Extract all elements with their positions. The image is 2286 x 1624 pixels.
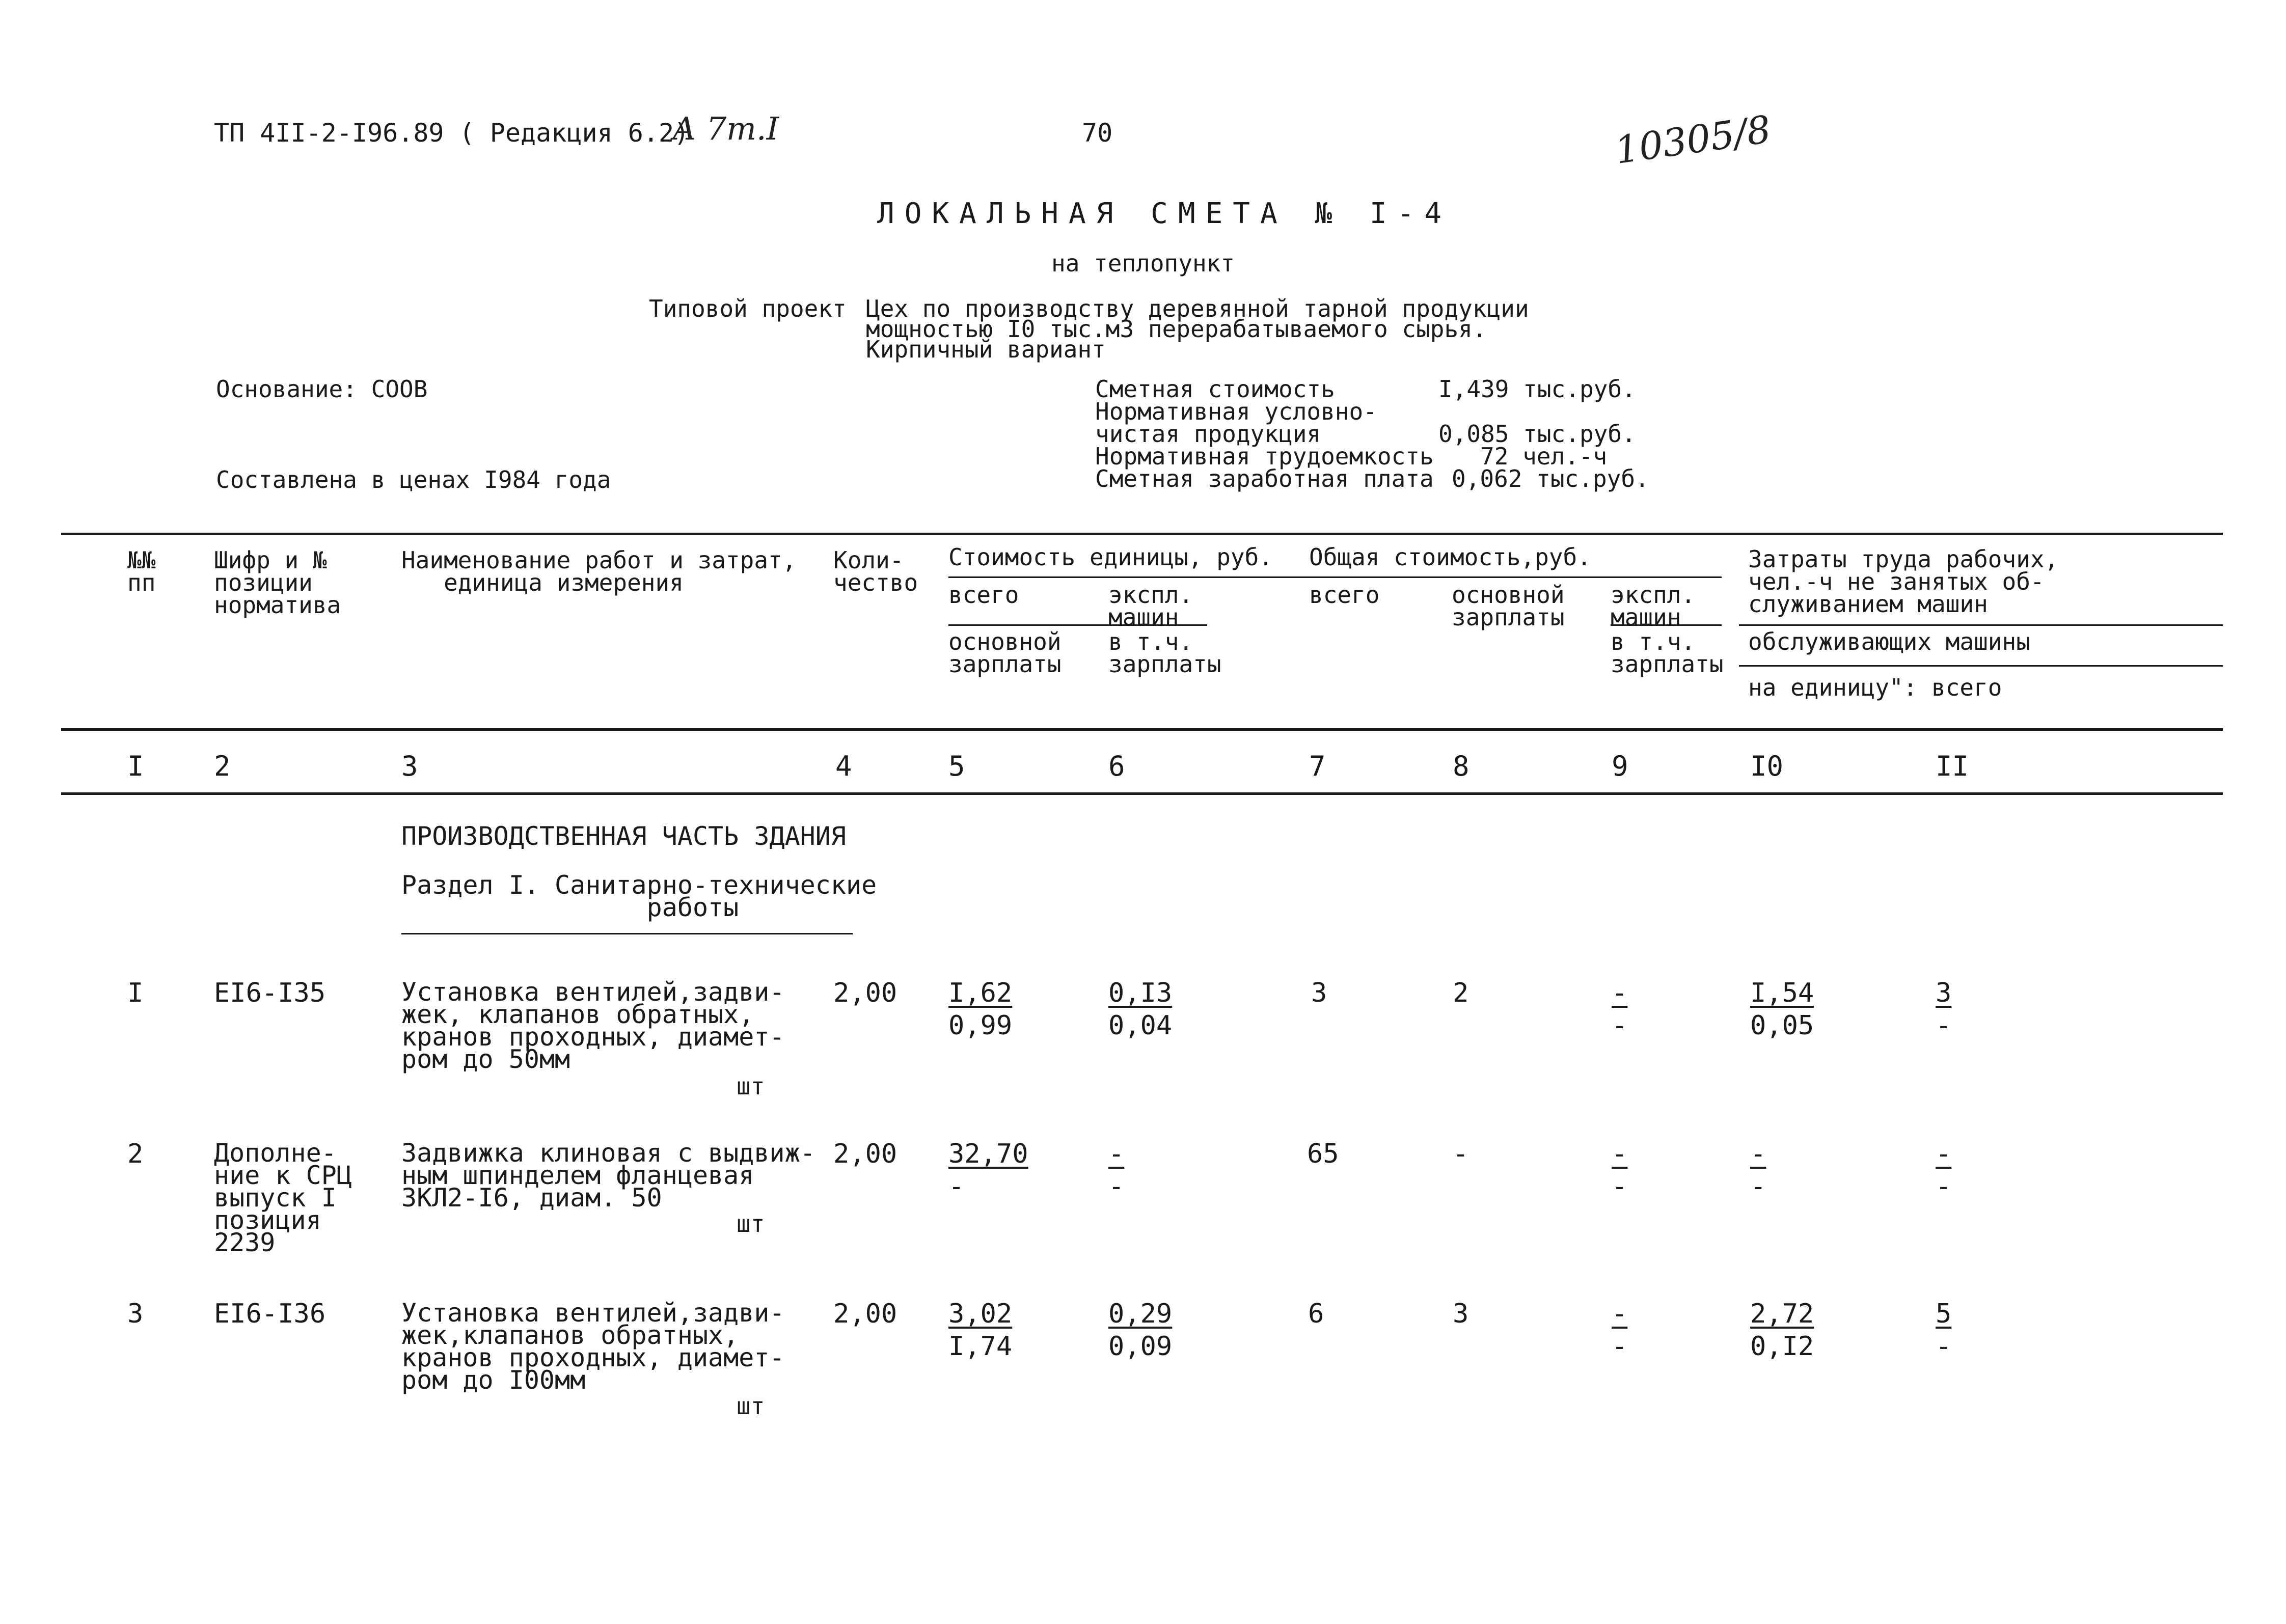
row1-c8: 2 — [1453, 978, 1469, 1008]
col-header-4: Коли- чество — [833, 546, 918, 596]
col-header-8: основной зарплаты — [1452, 581, 1565, 631]
row3-name: Установка вентилей,задви- жек,клапанов обратных, кранов проходных, диамет- ром до I00мм — [401, 1298, 785, 1395]
row3-c6-top: 0,29 — [1108, 1299, 1173, 1329]
row1-c7: 3 — [1311, 978, 1327, 1008]
labor-group-header: Затраты труда рабочих, чел.-ч не занятых об- служиванием машин — [1748, 545, 2059, 618]
numbers-bottom-rule — [61, 792, 2223, 795]
header-bottom-rule — [61, 728, 2223, 731]
col-header-3: Наименование работ и затрат, единица измерения — [401, 546, 797, 596]
col-number-7: 7 — [1309, 750, 1326, 782]
row2-c8: - — [1453, 1139, 1469, 1169]
row2-c6-bottom: - — [1108, 1171, 1125, 1202]
col-header-7: всего — [1309, 581, 1380, 609]
section-title: Раздел I. Санитарно-технические работы — [401, 870, 877, 922]
row1-c9-top: - — [1612, 978, 1628, 1008]
row2-c5-bottom: - — [948, 1171, 965, 1202]
col-number-2: 2 — [214, 750, 231, 782]
document-subtitle: на теплопункт — [1051, 250, 1235, 277]
col-number-8: 8 — [1453, 750, 1469, 782]
row3-c9-top: - — [1612, 1299, 1628, 1329]
col-number-10: I0 — [1750, 750, 1784, 782]
row1-c5-top: I,62 — [948, 978, 1013, 1008]
summary-value-4: 72 чел.-ч — [1480, 443, 1608, 470]
basis: Основание: СООВ — [216, 375, 428, 403]
row3-c10-bottom: 0,I2 — [1750, 1331, 1814, 1362]
row3-qty: 2,00 — [833, 1299, 897, 1329]
album-mark: А 7т.I — [672, 110, 779, 147]
summary-label-2: Нормативная условно- — [1095, 398, 1377, 425]
table-top-rule — [61, 533, 2223, 535]
row3-c5-bottom: I,74 — [948, 1331, 1013, 1362]
summary-label-1: Сметная стоимость — [1095, 375, 1335, 403]
row3-c11-top: 5 — [1936, 1299, 1952, 1329]
labor-sub-rule-2 — [1739, 665, 2223, 667]
row1-name: Установка вентилей,задви- жек, клапанов обратных, кранов проходных, диамет- ром до 50мм — [401, 977, 785, 1074]
row2-c11-top: - — [1936, 1139, 1952, 1169]
row1-c10-top: I,54 — [1750, 978, 1814, 1008]
row3-c9-bottom: - — [1612, 1331, 1628, 1362]
row1-c11-bottom: - — [1936, 1010, 1952, 1041]
col-header-6-top: экспл. машин — [1108, 581, 1193, 631]
project-line-3: Кирпичный вариант — [866, 336, 1106, 363]
col-number-1: I — [127, 750, 144, 782]
row3-c6-bottom: 0,09 — [1108, 1331, 1173, 1362]
row3-c11-bottom: - — [1936, 1331, 1952, 1362]
cost-group-rule — [948, 576, 1722, 578]
row2-c11-bottom: - — [1936, 1171, 1952, 1202]
summary-value-5: 0,062 тыс.руб. — [1452, 465, 1649, 492]
row2-c6-top: - — [1108, 1139, 1125, 1169]
col-number-3: 3 — [401, 750, 418, 782]
project-label: Типовой проект — [649, 295, 847, 322]
row2-qty: 2,00 — [833, 1139, 897, 1169]
col-number-5: 5 — [948, 750, 965, 782]
col-header-2: Шифр и № позиции норматива — [214, 546, 341, 619]
handwritten-number: 10305/8 — [1612, 107, 1774, 173]
row2-code: Дополне- ние к СРЦ выпуск I позиция 2239 — [214, 1138, 352, 1257]
labor-sub-header: обслуживающих машины — [1748, 628, 2030, 655]
row3-c8: 3 — [1453, 1299, 1469, 1329]
project-line-2: мощностью I0 тыс.м3 перерабатываемого сырья. — [866, 315, 1487, 343]
prices-year: Составлена в ценах I984 года — [216, 466, 611, 493]
col-header-9-top: экспл. машин — [1611, 581, 1696, 631]
row2-c5-top: 32,70 — [948, 1139, 1028, 1169]
row1-c6-top: 0,I3 — [1108, 978, 1173, 1008]
labor-sub-header-2: на единицу": всего — [1748, 674, 2002, 701]
summary-value-1: I,439 тыс.руб. — [1438, 375, 1636, 403]
row1-c9-bottom: - — [1612, 1010, 1628, 1041]
summary-label-3: чистая продукция — [1095, 420, 1321, 448]
row3-c10-top: 2,72 — [1750, 1299, 1814, 1329]
row3-num: 3 — [127, 1299, 144, 1329]
document-code: ТП 4II-2-I96.89 ( Редакция 6.2) — [214, 118, 690, 148]
row3-c7: 6 — [1308, 1299, 1324, 1329]
row3-unit: шт — [737, 1392, 765, 1420]
summary-label-5: Сметная заработная плата — [1095, 465, 1434, 492]
col-number-4: 4 — [835, 750, 852, 782]
row2-c9-bottom: - — [1612, 1171, 1628, 1202]
row1-c6-bottom: 0,04 — [1108, 1010, 1173, 1041]
row2-unit: шт — [737, 1210, 765, 1237]
summary-label-4: Нормативная трудоемкость — [1095, 443, 1434, 470]
labor-sub-rule — [1739, 624, 2223, 626]
col-header-5-bottom: основной зарплаты — [948, 628, 1062, 678]
row2-name: Задвижка клиновая с выдвиж- ным шпинделем фланцевая ЗКЛ2-I6, диам. 50 — [401, 1138, 815, 1213]
row2-c10-top: - — [1750, 1139, 1766, 1169]
row1-c10-bottom: 0,05 — [1750, 1010, 1814, 1041]
row1-c11-top: 3 — [1936, 978, 1952, 1008]
col-header-9-bottom: в т.ч. зарплаты — [1611, 628, 1724, 678]
row2-c7: 65 — [1307, 1139, 1339, 1169]
section-part: ПРОИЗВОДСТВЕННАЯ ЧАСТЬ ЗДАНИЯ — [401, 821, 846, 851]
unit-cost-group-header: Стоимость единицы, руб. — [948, 543, 1273, 571]
row1-c5-bottom: 0,99 — [948, 1010, 1013, 1041]
col-number-9: 9 — [1612, 750, 1628, 782]
page-number: 70 — [1082, 118, 1113, 148]
document-title: ЛОКАЛЬНАЯ СМЕТА № I-4 — [877, 197, 1452, 230]
col-number-11: II — [1936, 750, 1969, 782]
summary-value-3: 0,085 тыс.руб. — [1438, 420, 1636, 448]
row2-c9-top: - — [1612, 1139, 1628, 1169]
row2-num: 2 — [127, 1139, 144, 1169]
row1-num: I — [127, 978, 144, 1008]
row3-code: EI6-I36 — [214, 1299, 326, 1329]
row1-code: EI6-I35 — [214, 978, 326, 1008]
col-header-5-top: всего — [948, 581, 1019, 609]
col-header-1: №№ пп — [127, 546, 156, 596]
total-cost-group-header: Общая стоимость,руб. — [1309, 543, 1591, 571]
row1-unit: шт — [737, 1072, 765, 1100]
project-line-1: Цех по производству деревянной тарной продукции — [866, 295, 1529, 322]
row2-c10-bottom: - — [1750, 1171, 1766, 1202]
col-header-6-bottom: в т.ч. зарплаты — [1108, 628, 1221, 678]
section-title-rule — [401, 933, 853, 934]
col-number-6: 6 — [1108, 750, 1125, 782]
row3-c5-top: 3,02 — [948, 1299, 1013, 1329]
row1-qty: 2,00 — [833, 978, 897, 1008]
